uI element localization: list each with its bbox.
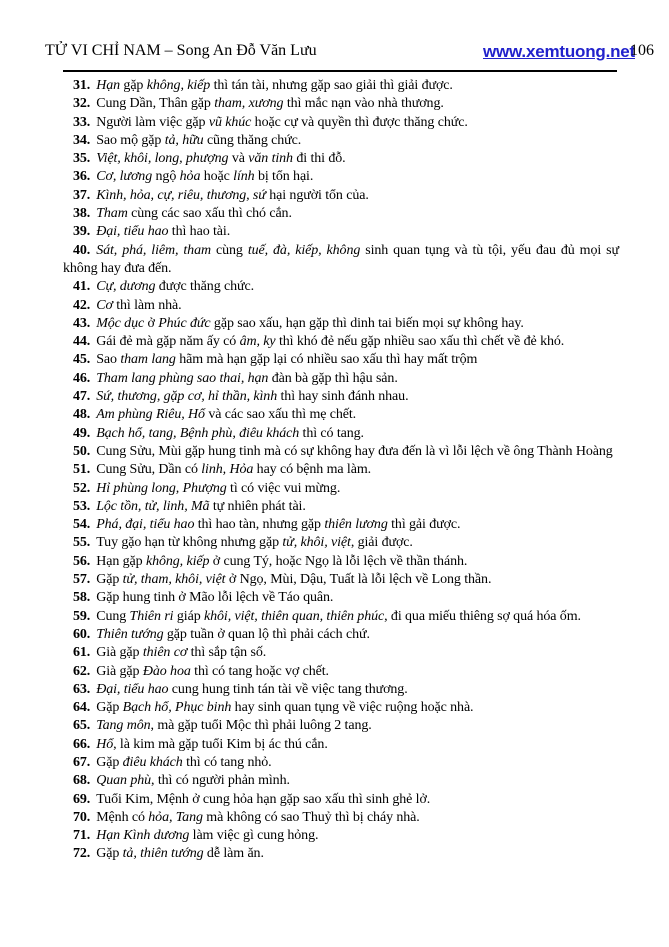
list-item [63, 571, 619, 589]
item-number: 43. [73, 315, 91, 331]
item-text: Cung Sửu, Dần có [96, 462, 202, 478]
item-text: làm việc gì cung hỏng. [189, 828, 319, 844]
item-text: thì hao tàn, nhưng gặp [194, 517, 325, 533]
header-right [482, 42, 654, 62]
list-item [63, 114, 619, 132]
star-name: Phá, đại, tiểu hao [96, 517, 195, 533]
item-number: 40. [73, 242, 91, 258]
list-item [63, 845, 619, 863]
list-item [63, 626, 619, 644]
website-link[interactable]: www.xemtuong.net [482, 42, 635, 61]
item-number: 67. [73, 754, 91, 770]
item-text: thì mắc nạn vào nhà thương. [283, 96, 444, 112]
item-text: thì có tang nhỏ. [182, 754, 272, 770]
star-name: linh, Hỏa [201, 462, 254, 478]
star-name: Sát, phá, liêm, tham [96, 242, 211, 258]
star-name: âm, ky [239, 334, 276, 350]
item-number: 53. [73, 498, 91, 514]
item-text: thì sắp tận số. [187, 645, 267, 661]
item-number: 50. [73, 443, 91, 459]
item-text: thì làm nhà. [112, 297, 182, 313]
list-item [63, 589, 619, 607]
list-item [63, 351, 619, 369]
list-item [63, 388, 619, 406]
star-name: Đại, tiểu hao [96, 224, 169, 240]
star-name: không, kiếp [145, 553, 210, 569]
list-item [63, 699, 619, 717]
star-name: tử, khôi, việt [282, 535, 351, 551]
item-text: Sao mộ gặp [96, 132, 165, 148]
item-text: Gái đẻ mà gặp năm ấy có [96, 334, 240, 350]
item-number: 58. [73, 590, 91, 606]
list-item [63, 498, 619, 516]
star-name: Phúc đức [158, 315, 211, 331]
item-text: thì có tang hoặc vợ chết. [190, 663, 329, 679]
star-name: Thiên tướng [96, 626, 164, 642]
item-text: ở cung Tý, hoặc Ngọ là lỗi lệch về thần thánh. [209, 553, 468, 569]
item-text: cũng thăng chức. [203, 132, 302, 148]
item-number: 52. [73, 480, 91, 496]
item-number: 31. [73, 78, 91, 93]
item-text: Sao [96, 352, 121, 368]
item-text: bị tổn hại. [254, 169, 314, 185]
star-name: hỏa [179, 169, 201, 185]
item-number: 48. [73, 407, 91, 423]
item-text: Già gặp [96, 663, 143, 679]
star-name: Quan phù [96, 773, 152, 789]
star-name: Tang môn [96, 718, 151, 734]
item-number: 55. [73, 535, 91, 551]
item-number: 70. [73, 809, 91, 825]
item-number: 33. [73, 114, 91, 130]
list-item [63, 717, 619, 735]
item-text: ở Ngọ, Mùi, Dậu, Tuất là lỗi lệch về Long thần. [225, 572, 492, 588]
item-number: 56. [73, 553, 91, 569]
header-divider [63, 70, 617, 72]
star-name: thiên cơ [142, 645, 188, 661]
item-text: , thì có người phản mình. [151, 773, 290, 789]
star-name: Kình, hỏa, cự, riêu, thương, sứ [96, 187, 266, 203]
item-text: Cung [96, 608, 130, 624]
star-name: khôi, việt, thiên quan, thiên phúc [204, 608, 385, 624]
list-item [63, 425, 619, 443]
star-name: Bạch hổ, tang, Bệnh phù, điêu khách [96, 425, 300, 441]
item-text: được thăng chức. [155, 279, 255, 295]
star-name: văn tinh [248, 151, 293, 167]
item-number: 32. [73, 96, 91, 112]
item-number: 36. [73, 169, 91, 185]
star-name: Am phùng Riêu, Hổ [96, 407, 205, 423]
item-number: 46. [73, 370, 91, 386]
star-name: Hạn [96, 78, 121, 93]
star-name: Cơ [96, 297, 113, 313]
item-text: Mệnh có [96, 809, 149, 825]
item-text: cùng [211, 242, 248, 258]
star-name: hỏa, Tang [148, 809, 203, 825]
list-item [63, 663, 619, 681]
list-item [63, 681, 619, 699]
item-number: 69. [73, 791, 91, 807]
item-text: gặp tuần ở quan lộ thì phải cách chứ. [163, 626, 370, 642]
item-text: , đi qua miếu thiêng sợ quá hóa ốm. [384, 608, 581, 624]
item-text: hoặc cự và quyền thì được thăng chức. [251, 114, 468, 130]
item-text: Cung Sửu, Mùi gặp hung tinh mà có sự không hay đưa đến là vì lỗi lệch về ông Thành Hoàng [96, 443, 613, 459]
page-header [45, 42, 654, 62]
star-name: Mộc dục [96, 315, 145, 331]
item-text: thì hay sinh đánh nhau. [277, 389, 409, 405]
item-text: đi thi đỗ. [292, 151, 346, 167]
list-item [63, 132, 619, 150]
item-number: 72. [73, 846, 91, 862]
item-number: 51. [73, 462, 91, 478]
item-text: thì tán tài, nhưng gặp sao giải thì giải được. [210, 78, 453, 93]
item-number: 34. [73, 132, 91, 148]
item-number: 39. [73, 224, 91, 240]
item-text: Già gặp [96, 645, 143, 661]
item-number: 45. [73, 352, 91, 368]
star-name: tả, thiên tướng [122, 846, 204, 862]
item-text: , giải được. [350, 535, 413, 551]
star-name: tả, hữu [164, 132, 204, 148]
star-name: Việt, khôi, long, phượng [96, 151, 229, 167]
star-name: tham, xương [214, 96, 284, 112]
item-text: dễ làm ăn. [203, 846, 264, 862]
list-item [63, 608, 619, 626]
list-item [63, 297, 619, 315]
item-text: Gặp [96, 754, 123, 770]
item-number: 57. [73, 572, 91, 588]
star-name: Hỉ phùng long, Phượng [96, 480, 227, 496]
item-text: hãm mà hạn gặp lại có nhiều sao xấu thì hay mất trộm [175, 352, 478, 368]
item-text: hoặc [200, 169, 234, 185]
item-text: đàn bà gặp thì hậu sản. [268, 370, 398, 386]
item-text: , mà gặp tuổi Mộc thì phải luông 2 tang. [150, 718, 372, 734]
item-number: 41. [73, 279, 91, 295]
item-text: Gặp [96, 846, 123, 862]
item-text: Gặp [96, 572, 123, 588]
star-name: Hạn Kình dương [96, 828, 190, 844]
list-item [63, 553, 619, 571]
item-number: 37. [73, 187, 91, 203]
item-number: 65. [73, 718, 91, 734]
item-text: hại người tổn của. [265, 187, 369, 203]
item-number: 49. [73, 425, 91, 441]
list-item [63, 461, 619, 479]
item-text: cung hung tinh tán tài về việc tang thương. [168, 681, 408, 697]
item-text: mà không có sao Thuỷ thì bị cháy nhà. [202, 809, 420, 825]
item-text: và [228, 151, 249, 167]
item-number: 71. [73, 828, 91, 844]
list-item [63, 772, 619, 790]
star-name: tham lang [120, 352, 176, 368]
item-number: 61. [73, 645, 91, 661]
star-name: điêu khách [122, 754, 183, 770]
star-name: Đào hoa [142, 663, 191, 679]
star-name: tử, tham, khôi, việt [122, 572, 226, 588]
star-name: thiên lương [324, 517, 388, 533]
item-number: 59. [73, 608, 91, 624]
list-item [63, 827, 619, 845]
item-text: , là kim mà gặp tuổi Kim bị ác thú cắn. [113, 736, 328, 752]
star-name: Sứ, thương, gặp cơ, hỉ thần, kình [96, 389, 278, 405]
item-number: 44. [73, 334, 91, 350]
page-number: 106 [630, 42, 654, 59]
list-item [63, 736, 619, 754]
list-item [63, 791, 619, 809]
star-name: Bạch hổ, Phục binh [122, 700, 232, 716]
item-number: 38. [73, 206, 91, 222]
item-number: 35. [73, 151, 91, 167]
item-number: 42. [73, 297, 91, 313]
item-text: tự nhiên phát tài. [209, 498, 306, 514]
item-number: 68. [73, 773, 91, 789]
star-name: Cơ, lương [96, 169, 153, 185]
item-text: gặp sao xấu, hạn gặp thì dinh tai biến mọi sự không hay. [210, 315, 524, 331]
star-name: Thiên ri [129, 608, 174, 624]
list-item [63, 480, 619, 498]
item-text: Gặp hung tinh ở Mão lỗi lệch về Táo quân. [96, 590, 334, 606]
rules-list [63, 77, 619, 864]
star-name: Đại, tiểu hao [96, 681, 169, 697]
item-text: ngộ [152, 169, 180, 185]
star-name: Lộc tồn, tử, linh, Mã [96, 498, 210, 514]
item-text: cùng các sao xấu thì chó cắn. [127, 206, 292, 222]
item-text: thì khó đẻ nếu gặp nhiều sao xấu thì chết về đẻ khó. [275, 334, 565, 350]
item-text: thì gải được. [387, 517, 461, 533]
list-item [63, 278, 619, 296]
list-item [63, 406, 619, 424]
item-text: gặp [120, 78, 147, 93]
list-item [63, 315, 619, 333]
item-text: sinh quan tụng và tù tội, yếu đau đủ mọi sự không hay đưa đến. [63, 242, 619, 276]
star-name: vũ khúc [208, 114, 252, 130]
item-text: Gặp [96, 700, 123, 716]
list-item [63, 77, 619, 95]
item-text: thì có tang. [299, 425, 364, 441]
list-item [63, 95, 619, 113]
star-name: lính [233, 169, 255, 185]
list-item [63, 516, 619, 534]
star-name: Cự, dương [96, 279, 156, 295]
list-item [63, 443, 619, 461]
item-text: tì có việc vui mừng. [226, 480, 341, 496]
list-item [63, 644, 619, 662]
star-name: không, kiếp [146, 78, 211, 93]
star-name: Hổ [96, 736, 114, 752]
item-text: Tuy gặo hạn từ không nhưng gặp [96, 535, 283, 551]
list-item [63, 242, 619, 279]
list-item [63, 187, 619, 205]
item-text: Cung Dần, Thân gặp [96, 96, 215, 112]
item-number: 47. [73, 389, 91, 405]
item-number: 54. [73, 517, 91, 533]
list-item [63, 205, 619, 223]
list-item [63, 333, 619, 351]
star-name: Tham lang phùng sao thai, hạn [96, 370, 269, 386]
item-text: thì hao tài. [168, 224, 231, 240]
list-item [63, 534, 619, 552]
item-text: hay sinh quan tụng về việc ruộng hoặc nhà. [231, 700, 474, 716]
list-item [63, 754, 619, 772]
item-number: 66. [73, 736, 91, 752]
list-item [63, 150, 619, 168]
item-text: hay có bệnh ma làm. [253, 462, 372, 478]
item-text: Người làm việc gặp [96, 114, 209, 130]
item-number: 63. [73, 681, 91, 697]
item-number: 62. [73, 663, 91, 679]
item-number: 64. [73, 700, 91, 716]
item-text: và các sao xấu thì mẹ chết. [204, 407, 357, 423]
item-text: giáp [173, 608, 204, 624]
list-item [63, 223, 619, 241]
star-name: Tham [96, 206, 128, 222]
item-number: 60. [73, 626, 91, 642]
star-name: tuế, đà, kiếp, không [247, 242, 361, 258]
list-item [63, 370, 619, 388]
book-title: TỬ VI CHỈ NAM – Song An Đỗ Văn Lưu [45, 42, 317, 59]
item-text: Tuổi Kim, Mệnh ở cung hỏa hạn gặp sao xấu thì sinh ghẻ lở. [96, 791, 431, 807]
item-text: ở [144, 315, 159, 331]
list-item [63, 168, 619, 186]
list-item [63, 809, 619, 827]
item-text: Hạn gặp [96, 553, 146, 569]
